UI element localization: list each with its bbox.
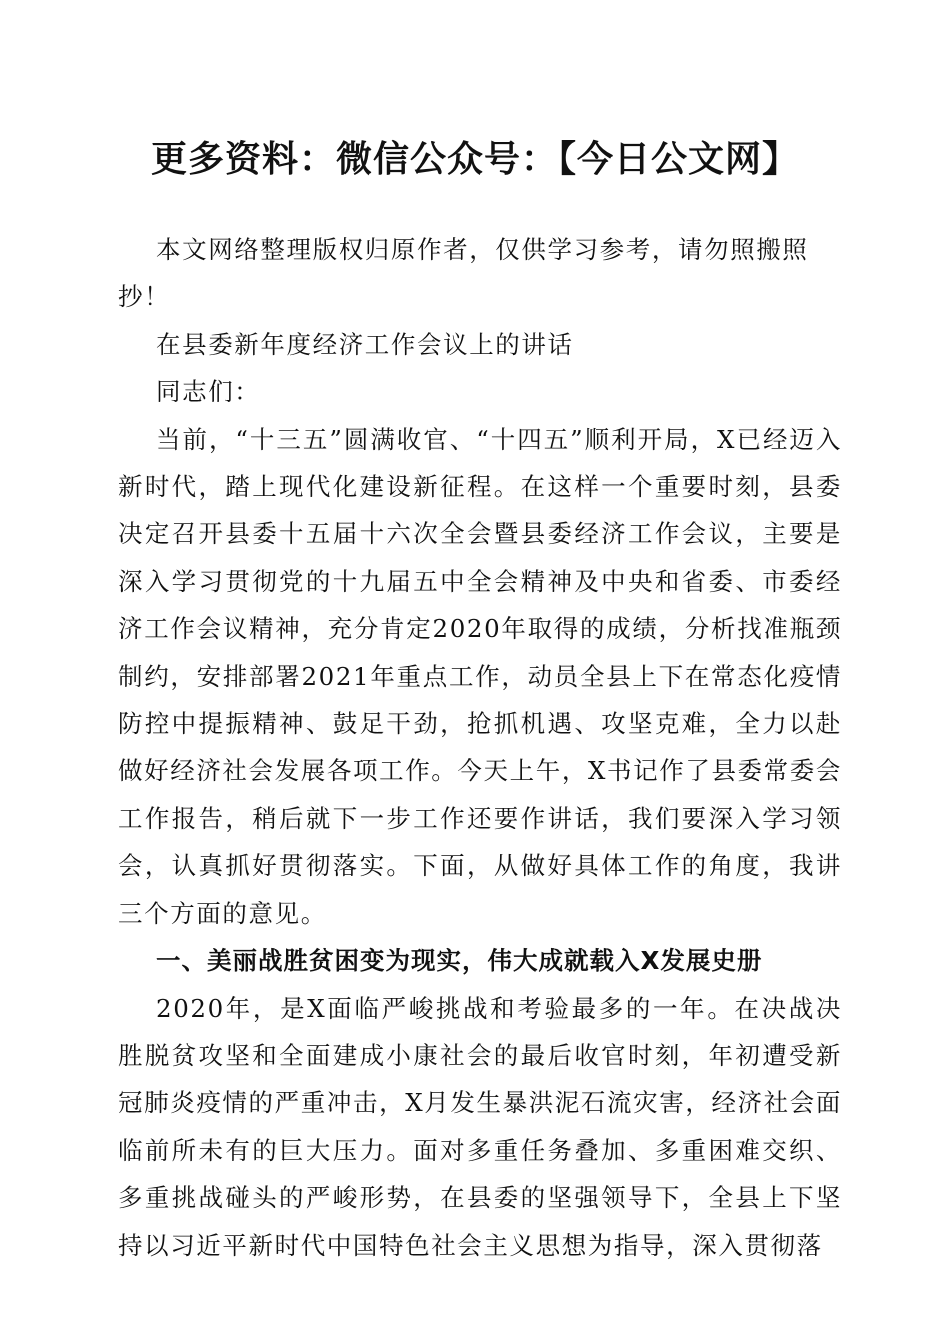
paragraph: 当前，“十三五”圆满收官、“十四五”顺利开局，X已经迈入新时代，踏上现代化建设新征程。在这样一个重要时刻，县委决定召开县委十五届十六次全会暨县委经济工作会议，主要是深入学习贯彻党的十九届五中全会精神及中央和省委、市委经济工作会议精神，充分肯定2020年取得的成绩，分析找准瓶颈制约，安排部署2021年重点工作，动员全县上下在常态化疫情防控中提振精神、鼓足干劲，抢抓机遇、攻坚克难，全力以赴做好经济社会发展各项工作。今天上午，X书记作了县委常委会工作报告，稍后就下一步工作还要作讲话，我们要深入学习领会，认真抓好贯彻落实。下面，从做好具体工作的角度，我讲三个方面的意见。: [118, 424, 842, 928]
salutation: 同志们：: [156, 377, 261, 407]
paragraph: 2020年，是X面临严峻挑战和考验最多的一年。在决战决胜脱贫攻坚和全面建成小康社会的最后收官时刻，年初遭受新冠肺炎疫情的严重冲击，X月发生暴洪泥石流灾害，经济社会面临前所未有的巨大压力。面对多重任务叠加、多重困难交织、多重挑战碰头的严峻形势，在县委的坚强领导下，全县上下坚持以习近平新时代中国特色社会主义思想为指导，深入贯彻落: [118, 993, 842, 1260]
banner-title: 更多资料：微信公众号：【今日公文网】: [150, 139, 799, 180]
section-heading: 一、美丽战胜贫困变为现实，伟大成就载入X发展史册: [156, 946, 763, 976]
speech-title: 在县委新年度经济工作会议上的讲话: [156, 329, 574, 359]
document-body: [118, 226, 842, 1269]
copyright-notice: 本文网络整理版权归原作者，仅供学习参考，请勿照搬照抄！: [118, 235, 809, 312]
